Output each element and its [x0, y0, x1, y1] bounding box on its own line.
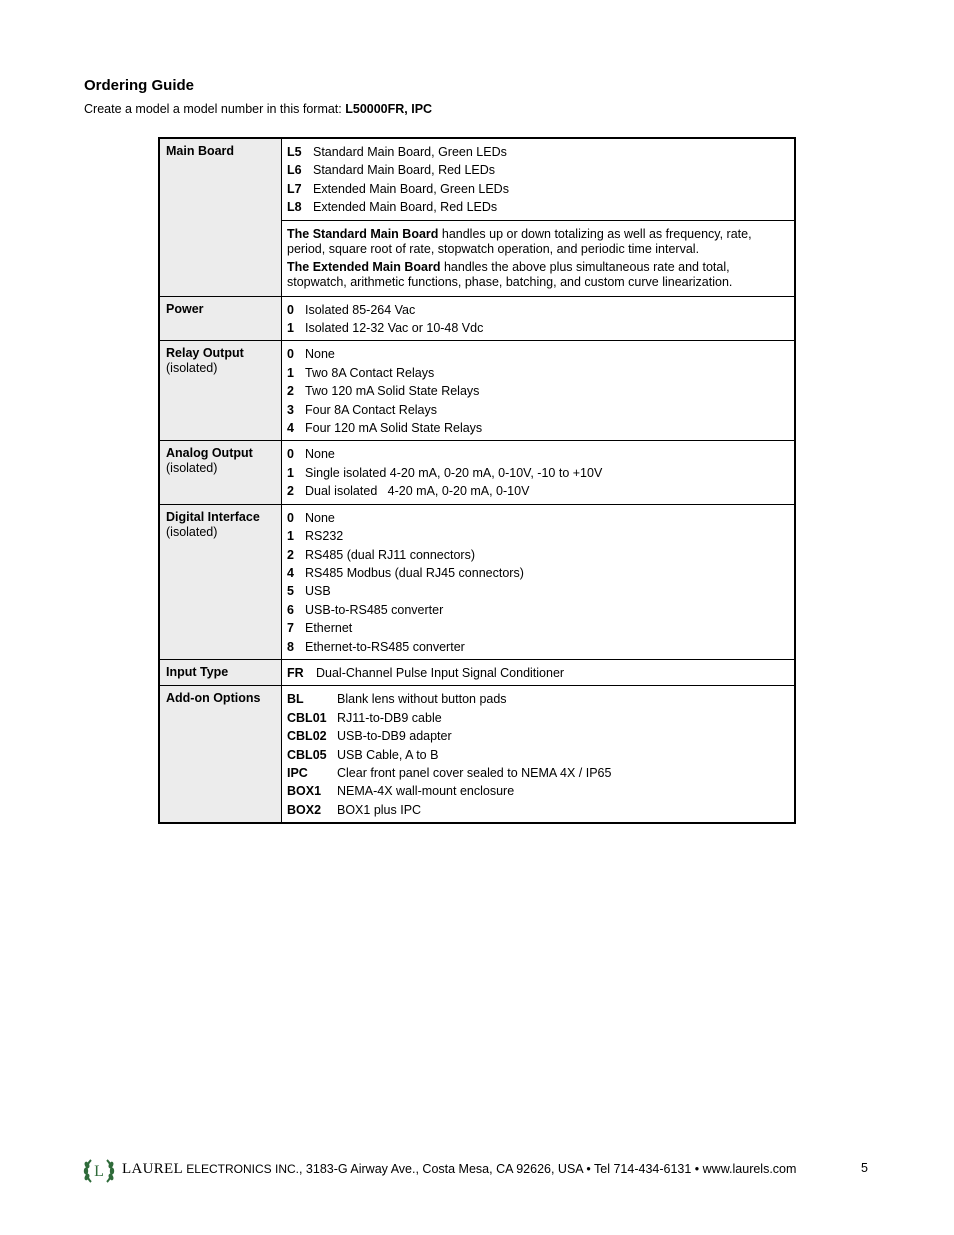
relay-output-options	[282, 341, 796, 441]
option-row	[287, 301, 789, 319]
page-footer	[82, 1154, 882, 1188]
option-row	[287, 198, 789, 216]
option-text: Ethernet-to-RS485 converter	[305, 639, 465, 654]
footer-brand-sub: ELECTRONICS INC.	[182, 1162, 299, 1176]
option-row	[287, 482, 789, 500]
row-addon-options	[159, 686, 795, 823]
option-row	[287, 401, 789, 419]
footer-company-line	[122, 1161, 796, 1178]
standard-board-text: handles up or down totalizing as well as frequency, rate, period, square root of rate, stopwatch operation, and periodic time interval.	[287, 226, 752, 256]
option-text: Standard Main Board, Red LEDs	[313, 163, 496, 178]
option-text: Ethernet	[305, 621, 353, 636]
option-row	[287, 664, 789, 682]
power-label: Power	[166, 301, 204, 316]
option-code: 0	[287, 510, 294, 525]
option-code: L6	[287, 163, 302, 178]
option-code: FR	[287, 665, 304, 680]
laurel-wreath-logo-icon	[82, 1154, 116, 1188]
option-row	[287, 527, 789, 545]
footer-address: , 3183-G Airway Ave., Costa Mesa, CA 92626, USA • Tel 714-434-6131 • www.laurels.com	[298, 1162, 797, 1176]
power-label-cell	[159, 296, 282, 341]
option-row	[287, 801, 789, 819]
standard-board-desc	[287, 227, 789, 257]
option-code: CBL02	[287, 729, 327, 744]
option-code: 3	[287, 402, 294, 417]
page-number: 5	[861, 1161, 868, 1175]
option-text: Dual isolated 4-20 mA, 0-20 mA, 0-10V	[305, 484, 530, 499]
option-code: IPC	[287, 765, 308, 780]
input-type-options	[282, 659, 796, 685]
option-row	[287, 143, 789, 161]
option-row	[287, 782, 789, 800]
option-code: 1	[287, 365, 294, 380]
main-board-label: Main Board	[166, 144, 235, 158]
option-code: 0	[287, 347, 294, 362]
digital-interface-label-cell	[159, 504, 282, 659]
option-code: L7	[287, 181, 302, 196]
digital-interface-options	[282, 504, 796, 659]
option-row	[287, 764, 789, 782]
option-text: USB-to-DB9 adapter	[337, 729, 452, 744]
addon-options-label: Add-on Options	[166, 691, 261, 706]
option-row	[287, 638, 789, 656]
relay-output-label-cell	[159, 341, 282, 441]
addon-options-label-cell	[159, 686, 282, 823]
relay-output-label: Relay Output	[166, 346, 244, 361]
option-code: L5	[287, 145, 302, 159]
option-row	[287, 709, 789, 727]
option-row	[287, 601, 789, 619]
option-text: Extended Main Board, Green LEDs	[313, 181, 509, 196]
option-code: 7	[287, 621, 294, 636]
option-text: Two 120 mA Solid State Relays	[305, 384, 480, 399]
option-code: 6	[287, 602, 294, 617]
option-row	[287, 161, 789, 179]
option-text: Blank lens without button pads	[337, 692, 507, 707]
option-text: None	[305, 347, 335, 362]
extended-board-title: The Extended Main Board	[287, 259, 441, 274]
option-code: BL	[287, 692, 304, 707]
option-code: 1	[287, 321, 294, 336]
option-text: Four 8A Contact Relays	[305, 402, 438, 417]
option-text: NEMA-4X wall-mount enclosure	[337, 784, 515, 799]
option-text: USB	[305, 584, 331, 599]
row-main-board	[159, 138, 795, 220]
option-row	[287, 319, 789, 337]
digital-interface-sub: (isolated)	[166, 524, 218, 539]
option-code: 1	[287, 529, 294, 544]
option-row	[287, 690, 789, 708]
model-format: L50000FR, IPC	[345, 102, 433, 116]
option-code: 2	[287, 384, 294, 399]
option-code: 5	[287, 584, 294, 599]
option-row	[287, 727, 789, 745]
option-row	[287, 180, 789, 198]
option-text: None	[305, 447, 335, 462]
option-row	[287, 582, 789, 600]
option-text: Isolated 85-264 Vac	[305, 302, 416, 317]
option-text: Two 8A Contact Relays	[305, 365, 435, 380]
option-code: 0	[287, 447, 294, 462]
option-code: 8	[287, 639, 294, 654]
input-type-label-cell	[159, 659, 282, 685]
option-text: Clear front panel cover sealed to NEMA 4X / IP65	[337, 765, 612, 780]
option-text: USB Cable, A to B	[337, 747, 439, 762]
analog-output-label-cell	[159, 441, 282, 504]
option-code: CBL05	[287, 747, 327, 762]
main-board-options	[282, 138, 796, 220]
option-text: Isolated 12-32 Vac or 10-48 Vdc	[305, 321, 484, 336]
page-heading: Ordering Guide	[84, 77, 195, 94]
option-text: RS485 (dual RJ11 connectors)	[305, 547, 475, 562]
intro-sentence: Create a model a model number in this format:	[84, 102, 346, 116]
main-board-label-cell	[159, 138, 282, 296]
footer-brand: LAUREL	[122, 1161, 183, 1177]
option-row	[287, 464, 789, 482]
row-digital-interface	[159, 504, 795, 659]
option-row	[287, 345, 789, 363]
option-text: RJ11-to-DB9 cable	[337, 710, 442, 725]
ordering-guide-table	[158, 137, 796, 824]
option-text: BOX1 plus IPC	[337, 802, 422, 817]
intro-text	[84, 102, 432, 116]
option-code: 0	[287, 302, 294, 317]
option-text: Dual-Channel Pulse Input Signal Conditioner	[316, 665, 565, 680]
option-text: Extended Main Board, Red LEDs	[313, 200, 498, 215]
option-code: CBL01	[287, 710, 327, 725]
addon-options-list	[282, 686, 796, 823]
extended-board-desc	[287, 260, 789, 290]
option-text: USB-to-RS485 converter	[305, 602, 444, 617]
option-text: Four 120 mA Solid State Relays	[305, 421, 483, 436]
power-options	[282, 296, 796, 341]
option-row	[287, 546, 789, 564]
logo-letter: L	[94, 1163, 104, 1180]
option-text: RS485 Modbus (dual RJ45 connectors)	[305, 565, 524, 580]
row-power	[159, 296, 795, 341]
option-code: BOX1	[287, 784, 322, 799]
option-code: 4	[287, 421, 294, 436]
option-text: None	[305, 510, 335, 525]
extended-board-text: handles the above plus simultaneous rate and total, stopwatch, arithmetic functions, phase, batching, and custom curve linearization.	[287, 259, 733, 289]
option-row	[287, 364, 789, 382]
analog-output-options	[282, 441, 796, 504]
row-relay-output	[159, 341, 795, 441]
option-text: Single isolated 4-20 mA, 0-20 mA, 0-10V, -10 to +10V	[305, 465, 603, 480]
option-row	[287, 382, 789, 400]
main-board-description	[282, 220, 796, 296]
digital-interface-label: Digital Interface	[166, 509, 260, 524]
option-row	[287, 509, 789, 527]
option-text: Standard Main Board, Green LEDs	[313, 145, 507, 159]
standard-board-title: The Standard Main Board	[287, 226, 439, 241]
option-code: L8	[287, 200, 302, 215]
option-row	[287, 564, 789, 582]
option-code: 1	[287, 465, 294, 480]
option-code: 2	[287, 547, 294, 562]
input-type-label: Input Type	[166, 664, 229, 679]
relay-output-sub: (isolated)	[166, 361, 218, 376]
option-row	[287, 746, 789, 764]
analog-output-sub: (isolated)	[166, 461, 218, 476]
option-row	[287, 445, 789, 463]
option-code: BOX2	[287, 802, 322, 817]
option-row	[287, 419, 789, 437]
option-code: 2	[287, 484, 294, 499]
analog-output-label: Analog Output	[166, 446, 253, 461]
option-row	[287, 619, 789, 637]
row-analog-output	[159, 441, 795, 504]
option-text: RS232	[305, 529, 344, 544]
option-code: 4	[287, 565, 294, 580]
row-input-type	[159, 659, 795, 685]
